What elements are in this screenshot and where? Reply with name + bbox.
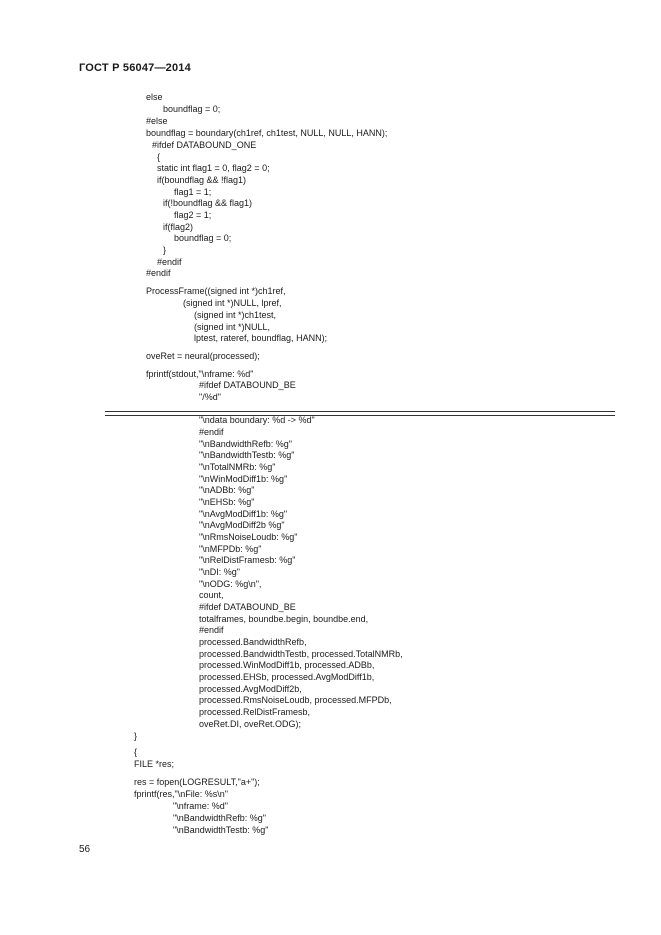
code-line: oveRet = neural(processed);	[146, 351, 260, 361]
code-line: #endif	[199, 427, 224, 437]
code-line: oveRet.DI, oveRet.ODG);	[199, 719, 302, 729]
code-line: "\nMFPDb: %g"	[199, 544, 262, 554]
code-line: "\nTotalNMRb: %g"	[199, 462, 276, 472]
code-line: #ifdef DATABOUND_ONE	[152, 140, 257, 150]
code-line: processed.BandwidthTestb, processed.TotalNMRb,	[199, 649, 403, 659]
continuation-rule	[105, 411, 615, 412]
continuation-rule	[105, 415, 615, 416]
code-line: fprintf(res,"\nFile: %s\n"	[134, 789, 228, 799]
code-line: "\nBandwidthTestb: %g"	[173, 825, 269, 835]
code-line: "\nRelDistFramesb: %g"	[199, 555, 296, 565]
code-line: flag2 = 1;	[174, 210, 212, 220]
code-line: "/%d"	[199, 392, 221, 402]
code-line: boundflag = 0;	[163, 104, 221, 114]
code-line: "\nODG: %g\n",	[199, 579, 262, 589]
code-line: "\nBandwidthTestb: %g"	[199, 450, 295, 460]
code-line: processed.RelDistFramesb,	[199, 707, 311, 717]
code-line: else	[146, 92, 163, 102]
code-line: fprintf(stdout,"\nframe: %d"	[146, 369, 254, 379]
code-line: FILE *res;	[134, 759, 175, 769]
code-line: res = fopen(LOGRESULT,"a+");	[134, 777, 260, 787]
code-line: (signed int *)ch1test,	[194, 310, 277, 320]
code-line: "\nWinModDiff1b: %g"	[199, 474, 288, 484]
code-line: "\nAvgModDiff2b %g"	[199, 520, 285, 530]
code-line: #else	[146, 116, 168, 126]
code-line: (signed int *)NULL, lpref,	[183, 298, 282, 308]
code-line: flag1 = 1;	[174, 187, 212, 197]
code-line: #endif	[199, 625, 224, 635]
code-line: #ifdef DATABOUND_BE	[199, 380, 296, 390]
document-header: ГОСТ Р 56047—2014	[79, 62, 191, 74]
code-line: processed.BandwidthRefb,	[199, 637, 307, 647]
code-line: processed.RmsNoiseLoudb, processed.MFPDb,	[199, 695, 392, 705]
code-line: if(!boundflag && flag1)	[163, 198, 253, 208]
code-line: (signed int *)NULL,	[194, 322, 271, 332]
code-line: processed.AvgModDiff2b,	[199, 684, 302, 694]
code-line: "\nBandwidthRefb: %g"	[199, 439, 292, 449]
code-line: boundflag = boundary(ch1ref, ch1test, NULL, NULL, HANN);	[146, 128, 388, 138]
code-line: "\nDI: %g"	[199, 567, 240, 577]
code-line: processed.EHSb, processed.AvgModDiff1b,	[199, 672, 375, 682]
code-line: "\ndata boundary: %d -> %d"	[199, 415, 315, 425]
code-line: }	[163, 245, 167, 255]
code-line: "\nRmsNoiseLoudb: %g"	[199, 532, 298, 542]
code-line: static int flag1 = 0, flag2 = 0;	[157, 163, 270, 173]
page-number: 56	[79, 844, 91, 855]
code-line: {	[134, 747, 138, 757]
code-line: "\nframe: %d"	[173, 801, 228, 811]
code-line: if(boundflag && !flag1)	[157, 175, 247, 185]
code-line: count,	[199, 590, 224, 600]
code-line: "\nADBb: %g"	[199, 485, 255, 495]
code-line: processed.WinModDiff1b, processed.ADBb,	[199, 660, 375, 670]
code-line: if(flag2)	[163, 222, 194, 232]
code-line: ProcessFrame((signed int *)ch1ref,	[146, 286, 286, 296]
code-line: "\nAvgModDiff1b: %g"	[199, 509, 288, 519]
code-line: #endif	[146, 268, 171, 278]
code-line: }	[134, 731, 138, 741]
code-line: #ifdef DATABOUND_BE	[199, 602, 296, 612]
code-line: "\nBandwidthRefb: %g"	[173, 813, 266, 823]
code-line: lptest, rateref, boundflag, HANN);	[194, 333, 328, 343]
code-line: "\nEHSb: %g"	[199, 497, 255, 507]
code-line: boundflag = 0;	[174, 233, 232, 243]
code-line: {	[157, 152, 161, 162]
code-line: totalframes, boundbe.begin, boundbe.end,	[199, 614, 369, 624]
code-line: #endif	[157, 257, 182, 267]
